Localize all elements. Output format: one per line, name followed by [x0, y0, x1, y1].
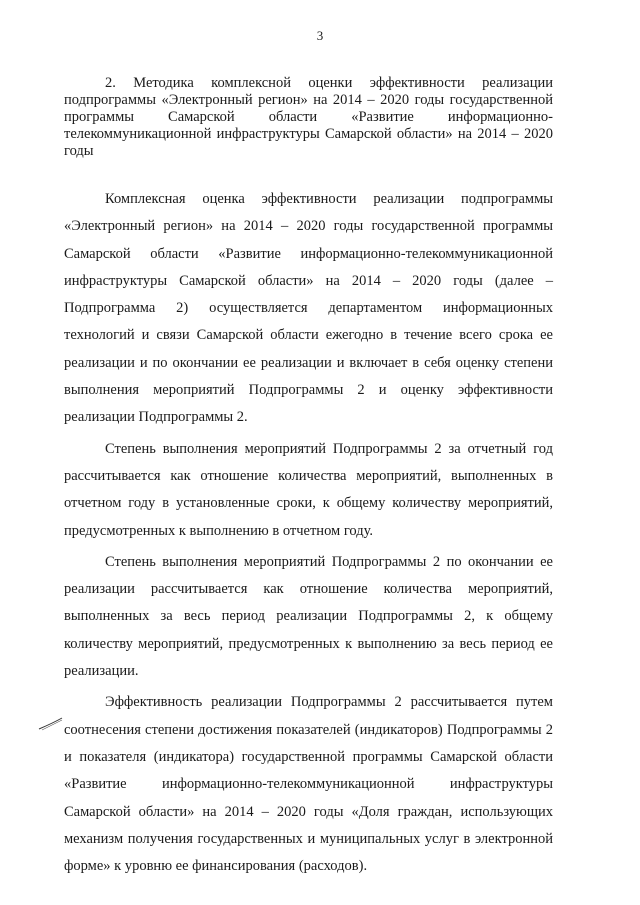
- document-body: [64, 186, 553, 880]
- section-heading: [64, 75, 553, 160]
- paragraph-final-completion: Степень выполнения мероприятий Подпрограммы 2 по окончании ее реализации рассчитывается как отношение количества мероприятий, выполненных за весь период реализации Подпрограммы 2, к общему количеству мероприятий, предусмотренных к выполнению за весь период ее реализации.: [64, 553, 553, 680]
- page-number: 3: [316, 28, 324, 43]
- paragraph-annual-completion: Степень выполнения мероприятий Подпрограммы 2 за отчетный год рассчитывается как отношение количества мероприятий, выполненных в отчетном году в установленные сроки, к общему количеству мероприятий, предусмотренных к выполнению в отчетном году.: [64, 440, 553, 539]
- pen-mark-icon: [38, 715, 64, 733]
- paragraph-comprehensive-assessment: Комплексная оценка эффективности реализации подпрограммы «Электронный регион» на 2014 – 2020 годы государственной программы Самарской области «Развитие информационно-телекоммуникационной инфраструктуры Самарской области» на 2014 – 2020 годы (далее – Подпрограмма 2) осуществляется департаментом информационных технологий и связи Самарской области ежегодно в течение всего срока ее реализации и по окончании ее реализации и включает в себя оценку степени выполнения мероприятий Подпрограммы 2 и оценку эффективности реализации Подпрограммы 2.: [64, 191, 553, 426]
- paragraph-efficiency: Эффективность реализации Подпрограммы 2 рассчитывается путем соотнесения степени достижения показателей (индикаторов) Подпрограммы 2 и показателя (индикатора) государственной программы Самарской области «Развитие информационно-телекоммуникационной инфраструктуры Самарской области» на 2014 – 2020 годы «Доля граждан, использующих механизм получения государственных и муниципальных услуг в электронной форме» к уровню ее финансирования (расходов).: [64, 694, 553, 875]
- section-heading-text: 2. Методика комплексной оценки эффективности реализации подпрограммы «Электронный регион» на 2014 – 2020 годы государственной программы Самарской области «Развитие информационно-телекоммуникационной инфраструктуры Самарской области» на 2014 – 2020 годы: [64, 75, 553, 159]
